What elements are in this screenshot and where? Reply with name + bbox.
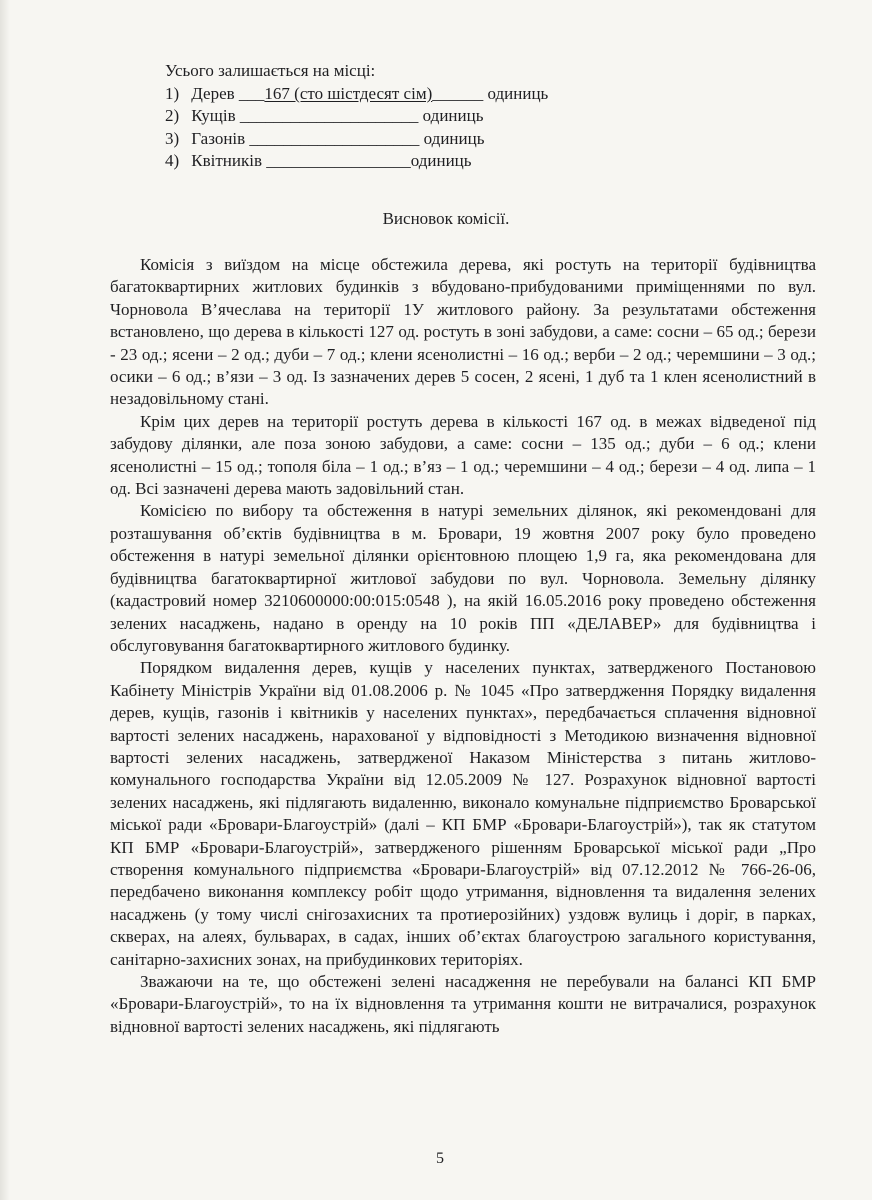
item-blank: ______: [432, 83, 484, 103]
scan-edge-shadow: [0, 0, 10, 1200]
page-number: 5: [436, 1150, 444, 1167]
summary-item-lawns: [165, 128, 765, 151]
item-unit: одиниць: [487, 83, 549, 103]
conclusion-title: Висновок комісії.: [382, 209, 510, 228]
paragraph-land-plot: Комісією по вибору та обстеження в натурі земельних ділянок, які рекомендовані для розташування об’єктів будівництва в м. Бровари, 19 жовтня 2007 року було проведено обстеження в натурі земельної ділянки орієнтовною площею 1,9 га, яка рекомендована для будівництва багатоквартирної житлової забудови по вул. Чорновола. Земельну ділянку (кадастровий номер 3210600000:00:015:0548 ), на якій 16.05.2016 року проведено обстеження зелених насаджень, надано в оренду на 10 років ПП «ДЕЛАВЕР» для будівництва і обслуговування багатоквартирного житлового будинку.: [110, 501, 816, 655]
summary-item-flowerbeds: [165, 150, 765, 173]
paragraph-trees-in-zone: Комісія з виїздом на місце обстежила дерева, які ростуть на території будівництва багатоквартирних житлових будинків з вбудовано-прибудованими приміщеннями по вул. Чорновола В’ячеслава на території 1У житлового району. За результатами обстеження встановлено, що дерева в кількості 127 од. ростуть в зоні забудови, а саме: сосни – 65 од.; берези - 23 од.; ясени – 2 од.; дуби – 7 од.; клени ясенолистні – 16 од.; верби – 2 од.; черемшини – 3 од.; осики – 6 од.; в’язи – 3 од. Із зазначених дерев 5 сосен, 2 ясені, 1 дуб та 1 клен ясенолистний в незадовільному стані.: [110, 255, 816, 409]
summary-item-shrubs: [165, 105, 765, 128]
item-blank: ___: [238, 83, 265, 103]
item-number: 3): [165, 128, 180, 148]
item-unit: одиниць: [410, 151, 472, 170]
item-blank: ____________________: [249, 128, 420, 148]
paragraph-restoration-cost: Зважаючи на те, що обстежені зелені насадження не перебували на балансі КП БМР «Бровари-Благоустрій», то на їх відновлення та утримання кошти не витрачалися, розрахунок відновної вартості зелених насаджень, які підлягають: [110, 972, 816, 1036]
trees-count-value: 167 (сто шістдесят сім): [264, 83, 433, 103]
conclusion-body: [110, 254, 816, 1038]
paragraph-trees-outside-zone: Крім цих дерев на території ростуть дерева в кількості 167 од. в межах відведеної під забудову ділянки, але поза зоною забудови, а саме: сосни – 135 од.; дуби – 6 од.; клени ясенолистні – 15 од.; тополя біла – 1 од.; в’яз – 1 од.; черемшини – 4 од.; берези – 4 од. липа – 1 од. Всі зазначені дерева мають задовільний стан.: [110, 411, 816, 499]
item-number: 4): [165, 151, 180, 170]
summary-intro: Усього залишається на місці:: [165, 61, 376, 80]
item-unit: одиниць: [423, 128, 485, 148]
item-label: Квітників: [191, 151, 262, 170]
item-blank: _____________________: [239, 106, 419, 125]
item-label: Газонів: [191, 128, 246, 148]
item-number: 2): [165, 106, 180, 125]
item-label: Дерев: [191, 83, 235, 103]
summary-item-trees: [165, 83, 765, 106]
item-number: 1): [165, 83, 180, 103]
item-label: Кущів: [191, 106, 236, 125]
remaining-summary: [165, 60, 765, 173]
paragraph-removal-procedure: Порядком видалення дерев, кущів у населених пунктах, затвердженого Постановою Кабінету Міністрів України від 01.08.2006 р. № 1045 «Про затвердження Порядку видалення дерев, кущів, газонів і квітників у населених пунктах», передбачається сплачення відновної вартості зелених насаджень, нарахованої у відповідності з Методикою визначення відновної вартості зелених насаджень, затвердженої Наказом Міністерства з питань житлово-комунального господарства України від 12.05.2009 № 127. Розрахунок відновної вартості зелених насаджень, які підлягають видаленню, виконало комунальне підприємство Броварської міської ради «Бровари-Благоустрій» (далі – КП БМР «Бровари-Благоустрій»), так як статутом КП БМР «Бровари-Благоустрій», затвердженого рішенням Броварської міської ради „Про створення комунального підприємства «Бровари-Благоустрій» від 07.12.2012 № 766-26-06, передбачено виконання комплексу робіт щодо утримання, відновлення та видалення зелених насаджень (у тому числі снігозахисних та протиерозійних) уздовж вулиць і доріг, в парках, скверах, на алеях, бульварах, в садах, інших об’єктах благоустрою загального користування, санітарно-захисних зонах, на прибудинкових територіях.: [110, 658, 816, 969]
item-unit: одиниць: [422, 106, 484, 125]
item-blank: _________________: [266, 151, 411, 170]
